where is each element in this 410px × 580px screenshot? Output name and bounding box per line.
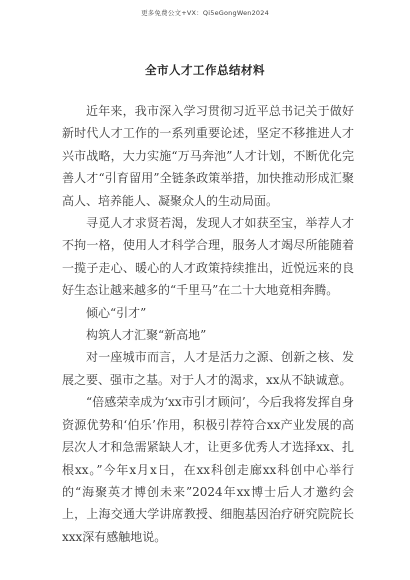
section-subheading-highland: 构筑人才汇聚“新高地” <box>86 328 207 343</box>
paragraph-city-talent: 对一座城市而言，人才是活力之源、创新之核、发展之要、强市之基。对于人才的渴求，xx从不缺诚意。 <box>62 350 354 387</box>
header-watermark: 更多免费公文+VX：Qi5eGongWen2024 <box>141 9 269 17</box>
paragraph-quote: “倍感荣幸成为‘xx市引才顾问’，今后我将发挥自身资源优势和‘伯乐’作用，积极引荐符合xx产业发展的高层次人才和急需紧缺人才，让更多优秀人才选择xx、扎根xx。”今年x月x日，在xx科创走廊xx科创中心举行的“海聚英才博创未来”2024年xx博士后人才邀约会上，上海交通大学讲席教授、细胞基因治疗研究院院长xxx深有感触地说。 <box>62 395 354 544</box>
section-heading-attract: 倾心“引才” <box>86 305 147 320</box>
paragraph-talent-policy: 寻觅人才求贤若渴，发现人才如获至宝，举荐人才不拘一格，使用人才科学合理，服务人才竭尽所能随着一揽子走心、暖心的人才政策持续推出，近悦远来的良好生态让越来越多的“千里马”在二十大地竟相奔腾。 <box>62 216 354 298</box>
document-title: 全市人才工作总结材料 <box>145 63 265 77</box>
paragraph-intro: 近年来，我市深入学习贯彻习近平总书记关于做好新时代人才工作的一系列重要论述，坚定不移推进人才兴市战略，大力实施“万马奔池”人才计划，不断优化完善人才“引育留用”全链条政策举措，加快推动形成汇聚高人、培养能人、凝聚众人的生动局面。 <box>62 104 354 208</box>
document-body <box>62 100 354 548</box>
